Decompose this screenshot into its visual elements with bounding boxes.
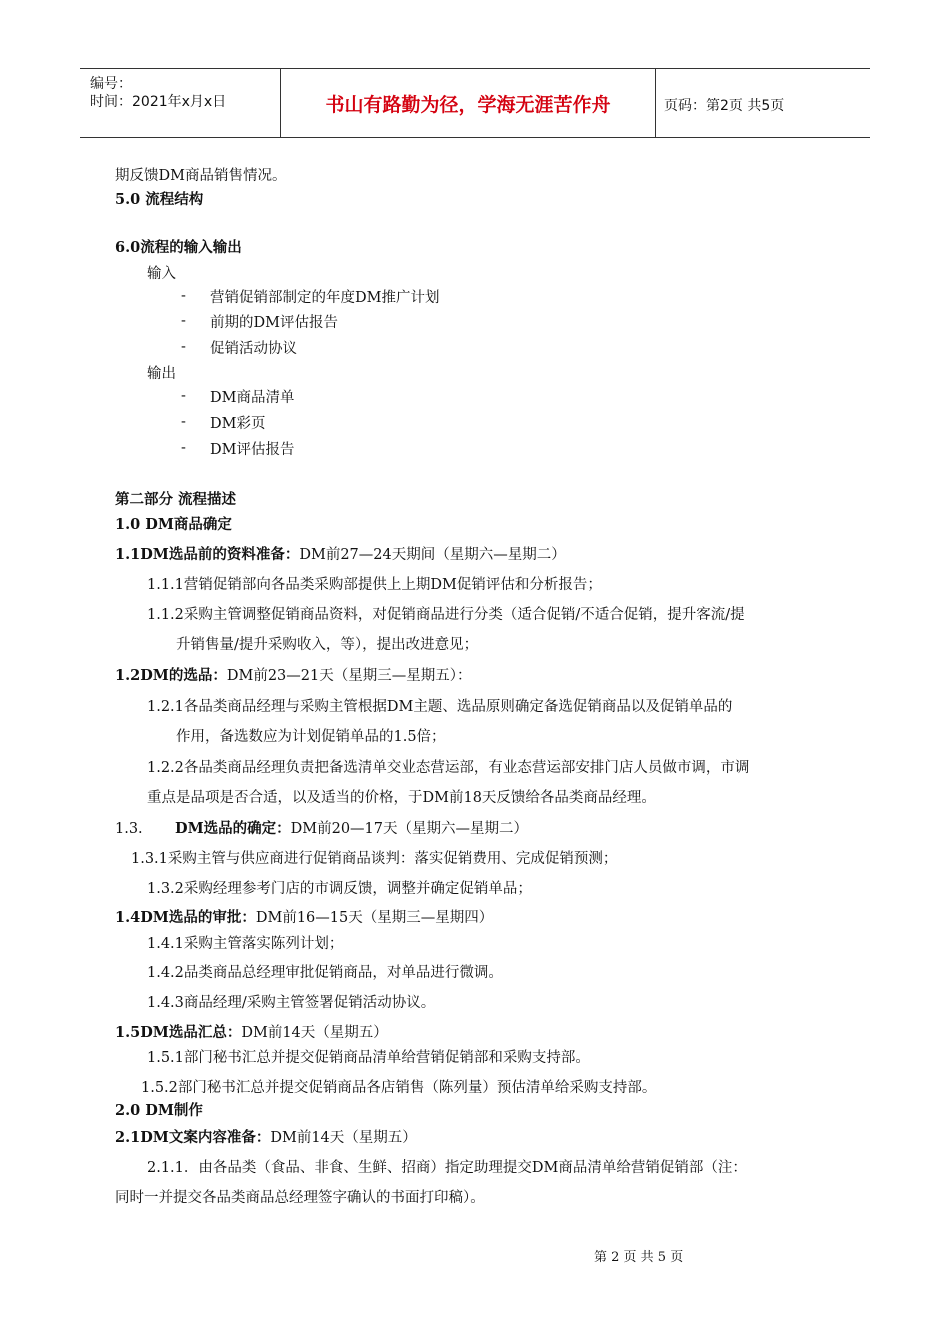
subsection-detail: DM前14天（星期五） [270, 1130, 417, 1146]
text-line: 作用，备选数应为计划促销单品的1.5倍； [176, 729, 446, 745]
text-line: 1.5.2部门秘书汇总并提交促销商品各店销售（陈列量）预估清单给采购支持部。 [141, 1080, 657, 1096]
list-bullet: - [181, 339, 186, 355]
subsection-detail: DM前27—24天期间（星期六—星期二） [299, 547, 566, 563]
subsection-line [115, 666, 471, 686]
text-line: 期反馈DM商品销售情况。 [115, 168, 287, 184]
text-line: 重点是品项是否合适，以及适当的价格，于DM前18天反馈给各品类商品经理。 [147, 790, 656, 806]
list-bullet: - [181, 288, 186, 304]
text-line: 1.4.3商品经理/采购主管签署促销活动协议。 [147, 995, 436, 1011]
list-item: 促销活动协议 [210, 341, 297, 357]
text-line: 升销售量/提升采购收入，等），提出改进意见； [176, 637, 479, 653]
list-item: DM彩页 [210, 416, 266, 432]
text-line: 1.2.2各品类商品经理负责把备选清单交业态营运部，有业态营运部安排门店人员做市调，市调 [147, 760, 750, 776]
subsection-detail: DM前16—15天（星期三—星期四） [255, 910, 494, 926]
list-bullet: - [181, 313, 186, 329]
subsection-line [175, 819, 528, 839]
text-line: 1.3.2采购经理参考门店的市调反馈，调整并确定促销单品； [147, 881, 532, 897]
subsection-number: 1.3. [115, 821, 143, 837]
subsection-line [115, 1023, 388, 1043]
subsection-line [115, 545, 566, 565]
text-line: 同时一并提交各品类商品总经理签字确认的书面打印稿）。 [115, 1190, 485, 1206]
list-item: DM评估报告 [210, 442, 295, 458]
header-left-cell [80, 69, 280, 137]
list-bullet: - [181, 414, 186, 430]
section-heading: 2.0 DM制作 [115, 1102, 203, 1119]
list-item: 前期的DM评估报告 [210, 315, 338, 331]
subsection-title: 1.2DM的选品： [115, 667, 227, 684]
text-line: 1.1.2采购主管调整促销商品资料，对促销商品进行分类（适合促销/不适合促销，提升客流/提 [147, 607, 745, 623]
section-heading: 6.0流程的输入输出 [115, 239, 242, 256]
subsection-title: DM选品的确定： [175, 820, 291, 837]
section-heading: 5.0 流程结构 [115, 191, 204, 208]
sub-heading: 输入 [147, 266, 176, 282]
subsection-detail: DM前20—17天（星期六—星期二） [290, 821, 528, 837]
text-line: 1.2.1各品类商品经理与采购主管根据DM主题、选品原则确定备选促销商品以及促销单品的 [147, 699, 733, 715]
part-heading: 第二部分 流程描述 [115, 491, 237, 508]
subsection-title: 1.4DM选品的审批： [115, 909, 256, 926]
list-item: 营销促销部制定的年度DM推广计划 [210, 290, 440, 306]
subsection-title: 1.5DM选品汇总： [115, 1024, 242, 1041]
text-line: 2.1.1．由各品类（食品、非食、生鲜、招商）指定助理提交DM商品清单给营销促销部（注： [147, 1160, 747, 1176]
subsection-line [115, 908, 493, 928]
text-line: 1.4.2品类商品总经理审批促销商品，对单品进行微调。 [147, 965, 503, 981]
sub-heading: 输出 [147, 366, 176, 382]
subsection-title: 1.1DM选品前的资料准备： [115, 546, 300, 563]
subsection-detail: DM前23—21天（星期三—星期五）： [226, 668, 472, 684]
header-page-code: 页码：第2页 共5页 [664, 98, 785, 114]
subsection-detail: DM前14天（星期五） [241, 1025, 388, 1041]
subsection-title: 2.1DM文案内容准备： [115, 1129, 271, 1146]
text-line: 1.3.1采购主管与供应商进行促销商品谈判：落实促销费用、完成促销预测； [131, 851, 618, 867]
list-bullet: - [181, 440, 186, 456]
header-time: 时间：2021年x月x日 [90, 94, 227, 110]
page-header [80, 68, 870, 138]
list-bullet: - [181, 388, 186, 404]
text-line: 1.5.1部门秘书汇总并提交促销商品清单给营销促销部和采购支持部。 [147, 1050, 590, 1066]
page-footer: 第 2 页 共 5 页 [594, 1250, 684, 1265]
subsection-line [115, 1128, 417, 1148]
header-motto: 书山有路勤为径，学海无涯苦作舟 [280, 69, 656, 137]
list-item: DM商品清单 [210, 390, 295, 406]
text-line: 1.4.1采购主管落实陈列计划； [147, 936, 344, 952]
section-heading: 1.0 DM商品确定 [115, 516, 232, 533]
header-number: 编号： [90, 76, 132, 92]
text-line: 1.1.1营销促销部向各品类采购部提供上上期DM促销评估和分析报告； [147, 577, 602, 593]
